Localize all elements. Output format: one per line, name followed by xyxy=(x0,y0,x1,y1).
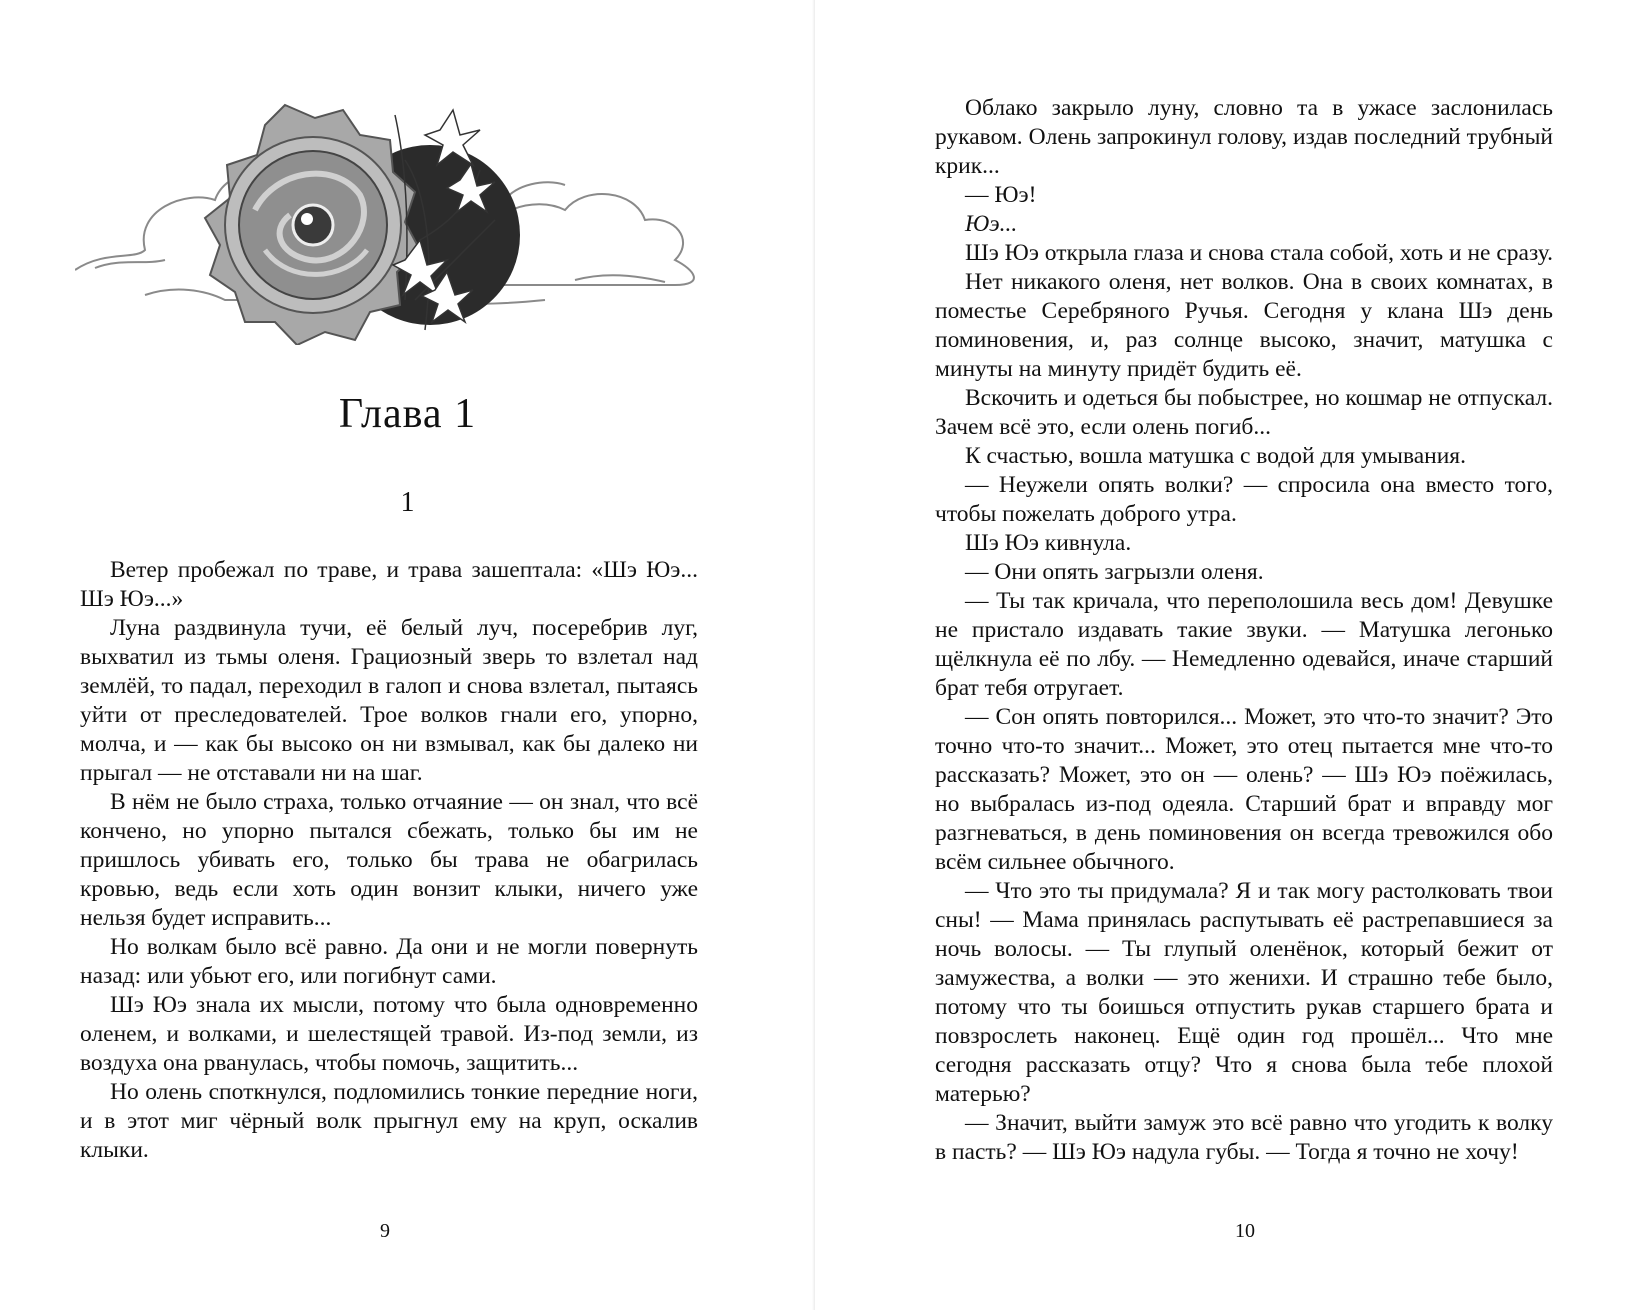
paragraph: Шэ Юэ знала их мысли, потому что была одновременно оленем, и волками, и шелестящей травой. Из-под земли, из воздуха она рванулась, чтобы помочь, защитить... xyxy=(80,992,698,1076)
right-page-body xyxy=(935,94,1553,1167)
paragraph: — Неужели опять волки? — спросила она вместо того, чтобы пожелать доброго утра. xyxy=(935,472,1553,527)
paragraph: К счастью, вошла матушка с водой для умывания. xyxy=(965,443,1466,469)
paragraph: — Они опять загрызли оленя. xyxy=(965,559,1264,585)
paragraph: — Юэ! xyxy=(965,182,1037,208)
paragraph: Шэ Юэ кивнула. xyxy=(965,530,1132,556)
right-page xyxy=(815,0,1629,1310)
paragraph: — Сон опять повторился... Может, это что-то значит? Это точно что-то значит... Может, это отец пытается мне что-то рассказать? Может, это он — олень? — Шэ Юэ поёжилась, но выбралась из-под одеяла. Старший брат и вправду мог разгневаться, в день поминовения он всегда тревожился обо всём сильнее обычного. xyxy=(935,704,1553,875)
paragraph: Облако закрыло луну, словно та в ужасе заслонилась рукавом. Олень запрокинул голову, издав последний трубный крик... xyxy=(935,95,1553,179)
paragraph: Нет никакого оленя, нет волков. Она в своих комнатах, в поместье Серебряного Ручья. Сегодня у клана Шэ день поминовения, и, раз солнце высоко, значит, матушка с минуты на минуту придёт будить её. xyxy=(935,269,1553,382)
paragraph: Луна раздвинула тучи, её белый луч, посеребрив луг, выхватил из тьмы оленя. Грациозный зверь то взлетал над землёй, то падал, переходил в галоп и снова взлетал, пытаясь уйти от преследователей. Трое волков гнали его, упорно, молча, и — как бы высоко он ни взмывал, как бы далеко ни прыгал — не отставали ни на шаг. xyxy=(80,615,698,786)
paragraph: Вскочить и одеться бы побыстрее, но кошмар не отпускал. Зачем всё это, если олень погиб... xyxy=(935,385,1553,440)
paragraph: — Что это ты придумала? Я и так могу растолковать твои сны! — Мама принялась распутывать её растрепавшиеся за ночь волосы. — Ты глупый оленёнок, который бежит от замужества, а волки — это женихи. И страшно тебе было, потому что ты боишься отпустить рукав старшего брата и повзрослеть наконец. Ещё один год прошёл... Что мне сегодня рассказать отцу? Что я снова была тебе плохой матерью? xyxy=(935,878,1553,1107)
chapter-ornament-illustration xyxy=(75,100,705,345)
paragraph: — Ты так кричала, что переполошила весь дом! Девушке не пристало издавать такие звуки. — Матушка легонько щёлкнула её по лбу. — Немедленно одевайся, иначе старший брат тебя отругает. xyxy=(935,588,1553,701)
paragraph: В нём не было страха, только отчаяние — он знал, что всё кончено, но упорно пытался сбежать, только бы им не пришлось убивать его, только бы трава не обагрилась кровью, ведь если хоть один вонзит клыки, ничего уже нельзя будет исправить... xyxy=(80,789,698,931)
paragraph: Юэ... xyxy=(965,211,1018,237)
section-number: 1 xyxy=(400,487,415,518)
paragraph: Ветер пробежал по траве, и трава зашептала: «Шэ Юэ... Шэ Юэ...» xyxy=(80,557,698,612)
page-number: 9 xyxy=(380,1220,390,1242)
left-page-body xyxy=(80,556,698,1165)
paragraph: — Значит, выйти замуж это всё равно что угодить к волку в пасть? — Шэ Юэ надула губы. — Тогда я точно не хочу! xyxy=(935,1110,1553,1165)
paragraph: Но волкам было всё равно. Да они и не могли повернуть назад: или убьют его, или погибнут сами. xyxy=(80,934,698,989)
paragraph: Но олень споткнулся, подломились тонкие передние ноги, и в этот миг чёрный волк прыгнул ему на круп, оскалив клыки. xyxy=(80,1079,698,1163)
chapter-title: Глава 1 xyxy=(338,391,477,437)
page-number: 10 xyxy=(1235,1220,1255,1242)
paragraph: Шэ Юэ открыла глаза и снова стала собой, хоть и не сразу. xyxy=(965,240,1554,266)
